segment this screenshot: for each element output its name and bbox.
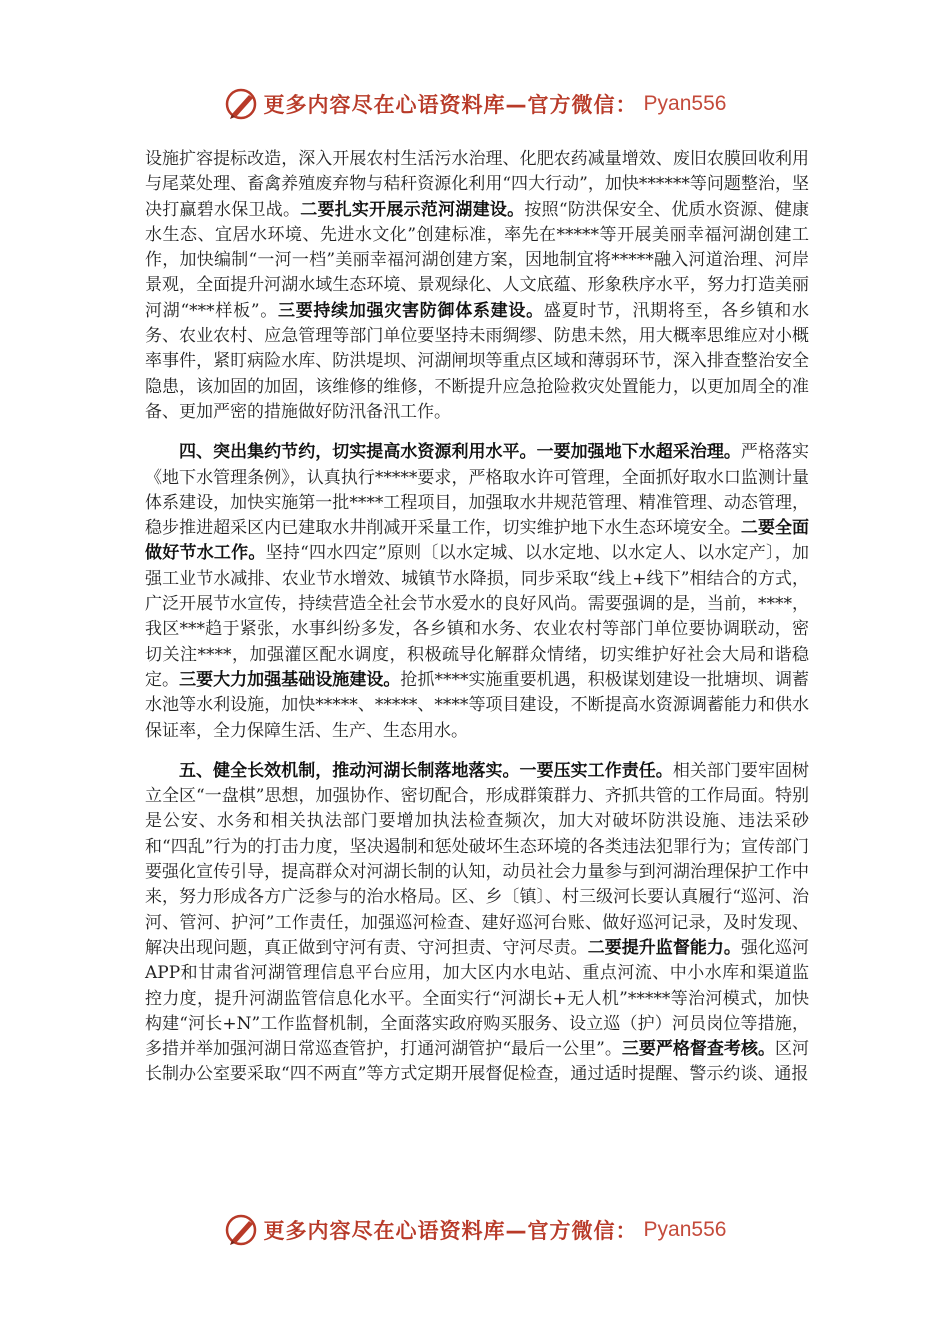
bold-heading-run: 三要持续加强灾害防御体系建设。 <box>277 300 544 321</box>
bold-heading-run: 五、健全长效机制，推动河湖长制落地落实。一要压实工作责任。 <box>179 760 673 781</box>
text-run: 强化巡河APP和甘肃省河湖管理信息平台应用，加大区内水电站、重点河流、中小水库和渠道监控力度，提升河湖监管信息化水平。全面实行“河湖长+无人机”*****等治河模式，加快构建“河长+N”工作监督机制，全面落实政府购买服务、设立巡（护）河员岗位等措施，多措并举加强河湖日常巡查管护，打通河湖管护“最后一公里”。 <box>145 937 810 1060</box>
paragraph <box>145 759 809 1088</box>
paragraph <box>145 440 809 744</box>
bold-heading-run: 三要严格督查考核。 <box>621 1039 775 1060</box>
bold-heading-run: 二要全面做好节水工作。 <box>145 518 810 564</box>
pen-logo-icon <box>224 1212 260 1248</box>
bold-heading-run: 二要提升监督能力。 <box>587 937 741 958</box>
text-run: 严格落实《地下水管理条例》，认真执行*****要求，严格取水许可管理，全面抓好取水口监测计量体系建设，加快实施第一批****工程项目，加强取水井规范管理、精准管理、动态管理，稳步推进超采区内已建取水井削减开采量工作，切实维护地下水生态环境安全。 <box>145 442 810 539</box>
banner-wechat-id: Pyan556 <box>643 1218 727 1241</box>
banner-text: 更多内容尽在心语资料库—官方微信： <box>263 1219 638 1243</box>
bold-heading-run: 四、突出集约节约，切实提高水资源利用水平。一要加强地下水超采治理。 <box>179 442 741 463</box>
banner-text: 更多内容尽在心语资料库—官方微信： <box>263 93 638 117</box>
bold-heading-run: 三要大力加强基础设施建设。 <box>179 669 401 690</box>
text-run: 按照“防洪保安全、优质水资源、健康水生态、宜居水环境、先进水文化”创建标准，率先在*****等开展美丽幸福河湖创建工作，加快编制“一河一档”美丽幸福河湖创建方案，因地制宜将*****融入河道治理、河岸景观，全面提升河湖水域生态环境、景观绿化、人文底蕴、形象秩序水平，努力打造美丽河湖“***样板”。 <box>145 199 809 321</box>
text-run: 区河长制办公室要采取“四不两直”等方式定期开展督促检查，通过适时提醒、警示约谈、通报 <box>145 1039 809 1085</box>
text-run: 设施扩容提标改造，深入开展农村生活污水治理、化肥农药减量增效、废旧农膜回收利用与尾菜处理、畜禽养殖废弃物与秸秆资源化利用“四大行动”，加快******等问题整治，坚决打赢碧水保卫战。 <box>145 149 809 220</box>
bold-heading-run: 二要扎实开展示范河湖建设。 <box>300 199 525 220</box>
banner-wechat-id: Pyan556 <box>643 92 727 115</box>
text-run: 抢抓****实施重要机遇，积极谋划建设一批塘坝、调蓄水池等水利设施，加快*****、*****、****等项目建设，不断提高水资源调蓄能力和供水保证率，全力保障生活、生产、生态用水。 <box>145 669 810 741</box>
text-run: 相关部门要牢固树立全区“一盘棋”思想，加强协作、密切配合，形成群策群力、齐抓共管的工作局面。特别是公安、水务和相关执法部门要增加执法检查频次，加大对破坏防洪设施、违法采砂和“四乱”行为的打击力度，坚决遏制和惩处破坏生态环境的各类违法犯罪行为；宣传部门要强化宣传引导，提高群众对河湖长制的认知，动员社会力量参与到河湖治理保护工作中来，努力形成各方广泛参与的治水格局。区、乡〔镇〕、村三级河长要认真履行“巡河、治河、管河、护河”工作责任，加强巡河检查、建好巡河台账、做好巡河记录，及时发现、解决出现问题，真正做到守河有责、守河担责、守河尽责。 <box>145 760 810 958</box>
document-body <box>145 147 809 1088</box>
footer-banner <box>0 1208 950 1252</box>
header-banner <box>0 82 950 126</box>
text-run: 盛夏时节，汛期将至，各乡镇和水务、农业农村、应急管理等部门单位要坚持未雨绸缪、防患未然，用大概率思维应对小概率事件，紧盯病险水库、防洪堤坝、河湖闸坝等重点区域和薄弱环节，深入排查整治安全隐患，该加固的加固，该维修的维修，不断提升应急抢险救灾处置能力，以更加周全的准备、更加严密的措施做好防汛备汛工作。 <box>145 300 810 422</box>
text-run: 坚持“四水四定”原则〔以水定城、以水定地、以水定人、以水定产〕，加强工业节水减排、农业节水增效、城镇节水降损，同步采取“线上+线下”相结合的方式，广泛开展节水宣传，持续营造全社会节水爱水的良好风尚。需要强调的是，当前，****，我区***趋于紧张，水事纠纷多发，各乡镇和水务、农业农村等部门单位要协调联动，密切关注****，加强灌区配水调度，积极疏导化解群众情绪，切实维护好社会大局和谐稳定。 <box>145 543 809 690</box>
pen-logo-icon <box>224 86 260 122</box>
paragraph <box>145 147 809 425</box>
